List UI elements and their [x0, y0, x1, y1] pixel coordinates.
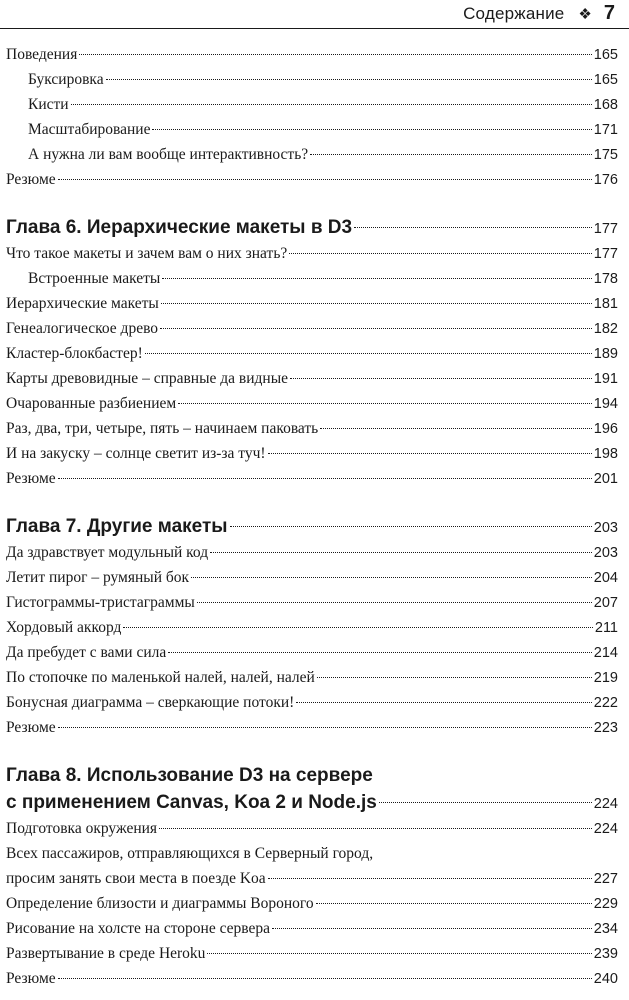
section-gap — [6, 192, 618, 214]
dot-leader — [178, 403, 592, 404]
entry-label: Летит пирог – румяный бок — [6, 569, 190, 586]
dot-leader — [58, 727, 592, 728]
entry-label-line: Всех пассажиров, отправляющихся в Серверный город, — [6, 845, 374, 862]
dot-leader — [317, 677, 592, 678]
toc-entry[interactable] — [6, 67, 618, 92]
toc-entry[interactable] — [6, 266, 618, 291]
entry-label: Встроенные макеты — [28, 270, 161, 287]
entry-label: Буксировка — [28, 71, 104, 88]
toc-entry[interactable] — [6, 366, 618, 391]
dot-leader — [197, 602, 592, 603]
page-number-ref: 203 — [593, 545, 618, 561]
dot-leader — [162, 278, 591, 279]
entry-label: Бонусная диаграмма – сверкающие потоки! — [6, 694, 295, 711]
entry-label: Рисование на холсте на стороне сервера — [6, 920, 271, 937]
entry-label: Карты древовидные – справные да видные — [6, 370, 289, 387]
toc-entry[interactable] — [6, 891, 618, 916]
entry-label: Да пребудет с вами сила — [6, 644, 167, 661]
dot-leader — [268, 878, 592, 879]
dot-leader — [272, 928, 592, 929]
page-number-ref: 203 — [593, 520, 618, 536]
entry-label: Резюме — [6, 470, 56, 487]
toc-entry[interactable] — [6, 142, 618, 167]
entry-label: Очарованные разбиением — [6, 395, 177, 412]
entry-label: Иерархические макеты — [6, 295, 159, 312]
page-number-ref: 177 — [593, 246, 618, 262]
page-number-ref: 177 — [593, 221, 618, 237]
toc-entry[interactable] — [6, 117, 618, 142]
page-number-ref: 211 — [594, 620, 618, 636]
page-number-ref: 176 — [593, 172, 618, 188]
section-gap — [6, 740, 618, 762]
toc-entry[interactable] — [6, 241, 618, 266]
entry-label: Подготовка окружения — [6, 820, 158, 837]
page-number-ref: 191 — [593, 371, 618, 387]
page-number-ref: 175 — [593, 147, 618, 163]
entry-label: Кластер-блокбастер! — [6, 345, 143, 362]
ornament-icon: ❖ — [578, 6, 592, 23]
entry-label: просим занять свои места в поезде Koa — [6, 870, 266, 887]
dot-leader — [58, 478, 592, 479]
dot-leader — [354, 227, 592, 228]
entry-label: Хордовый аккорд — [6, 619, 122, 636]
chapter-heading-row[interactable] — [6, 513, 618, 540]
section-gap — [6, 491, 618, 513]
toc-entry[interactable] — [6, 341, 618, 366]
entry-label: Раз, два, три, четыре, пять – начинаем паковать — [6, 420, 319, 437]
page-number-ref: 189 — [593, 346, 618, 362]
page-number-ref: 239 — [593, 946, 618, 962]
toc-entry[interactable] — [6, 466, 618, 491]
dot-leader — [289, 253, 592, 254]
entry-label: А нужна ли вам вообще интерактивность? — [28, 146, 309, 163]
chapter-heading — [6, 762, 618, 816]
toc-entry[interactable] — [6, 316, 618, 341]
entry-label: Поведения — [6, 46, 78, 63]
toc-entry[interactable] — [6, 416, 618, 441]
page-number-ref: 182 — [593, 321, 618, 337]
toc-entry[interactable] — [6, 167, 618, 192]
chapter-heading-row[interactable] — [6, 214, 618, 241]
dot-leader — [160, 328, 592, 329]
chapter-title: Глава 7. Другие макеты — [6, 516, 228, 537]
toc-entry[interactable] — [6, 640, 618, 665]
entry-label: Что такое макеты и зачем вам о них знать? — [6, 245, 288, 262]
entry-label: Гистограммы-тристаграммы — [6, 594, 195, 611]
page-number-ref: 198 — [593, 446, 618, 462]
chapter-title: с применением Canvas, Koa 2 и Node.js — [6, 792, 377, 813]
toc-entry[interactable] — [6, 966, 618, 991]
dot-leader — [296, 702, 591, 703]
toc-entry[interactable] — [6, 715, 618, 740]
dot-leader — [58, 978, 592, 979]
page-number-ref: 227 — [593, 871, 618, 887]
dot-leader — [268, 453, 592, 454]
toc-entry[interactable] — [6, 941, 618, 966]
toc-entry[interactable] — [6, 816, 618, 841]
dot-leader — [290, 378, 592, 379]
dot-leader — [379, 802, 592, 803]
dot-leader — [230, 526, 592, 527]
toc-entry[interactable] — [6, 441, 618, 466]
page-number-ref: 214 — [593, 645, 618, 661]
toc-entry[interactable] — [6, 92, 618, 117]
page-number-ref: 165 — [593, 72, 618, 88]
header-title: Содержание — [463, 4, 565, 23]
page-number-ref: 219 — [593, 670, 618, 686]
entry-label: Резюме — [6, 719, 56, 736]
toc-entry[interactable] — [6, 42, 618, 67]
dot-leader — [168, 652, 592, 653]
page-number-ref: 240 — [593, 971, 618, 987]
page-number-ref: 224 — [593, 821, 618, 837]
page-number-ref: 224 — [593, 796, 618, 812]
page-number-ref: 223 — [593, 720, 618, 736]
toc-entry[interactable] — [6, 540, 618, 565]
toc-entry[interactable] — [6, 690, 618, 715]
dot-leader — [210, 552, 592, 553]
dot-leader — [191, 577, 592, 578]
toc-entry[interactable] — [6, 590, 618, 615]
header-content — [463, 2, 615, 25]
dot-leader — [58, 179, 592, 180]
toc-entry[interactable] — [6, 291, 618, 316]
toc-entry[interactable] — [6, 916, 618, 941]
dot-leader — [152, 129, 591, 130]
entry-label: Кисти — [28, 96, 69, 113]
entry-label: Резюме — [6, 970, 56, 987]
chapter-heading-row[interactable] — [6, 789, 618, 816]
page-number-ref: 196 — [593, 421, 618, 437]
table-of-contents — [6, 42, 618, 991]
entry-label: Развертывание в среде Heroku — [6, 945, 206, 962]
chapter-title-line: Глава 8. Использование D3 на сервере — [6, 765, 373, 786]
dot-leader — [106, 79, 592, 80]
entry-label: Резюме — [6, 171, 56, 188]
page-number-ref: 234 — [593, 921, 618, 937]
page-number-ref: 207 — [593, 595, 618, 611]
chapter-heading — [6, 214, 618, 241]
page-number-ref: 181 — [593, 296, 618, 312]
chapter-title: Глава 6. Иерархические макеты в D3 — [6, 217, 353, 238]
page-number-ref: 171 — [593, 122, 618, 138]
page-number: 7 — [603, 2, 615, 24]
page-number-ref: 165 — [593, 47, 618, 63]
entry-label: И на закуску – солнце светит из-за туч! — [6, 445, 266, 462]
entry-label: Масштабирование — [28, 121, 151, 138]
entry-label: Да здравствует модульный код — [6, 544, 209, 561]
page-number-ref: 194 — [593, 396, 618, 412]
dot-leader — [123, 627, 592, 628]
dot-leader — [79, 54, 591, 55]
toc-entry[interactable] — [6, 665, 618, 690]
toc-entry[interactable] — [6, 391, 618, 416]
entry-label: Определение близости и диаграммы Вороного — [6, 895, 314, 912]
chapter-heading — [6, 513, 618, 540]
page-number-ref: 201 — [593, 471, 618, 487]
toc-entry[interactable] — [6, 866, 618, 891]
page-number-ref: 178 — [593, 271, 618, 287]
entry-label: Генеалогическое древо — [6, 320, 159, 337]
page-number-ref: 204 — [593, 570, 618, 586]
dot-leader — [310, 154, 592, 155]
page-header — [0, 0, 629, 29]
toc-entry[interactable] — [6, 565, 618, 590]
entry-label: По стопочке по маленькой налей, налей, налей — [6, 669, 315, 686]
page-number-ref: 222 — [593, 695, 618, 711]
dot-leader — [316, 903, 592, 904]
dot-leader — [159, 828, 592, 829]
dot-leader — [320, 428, 592, 429]
dot-leader — [161, 303, 592, 304]
dot-leader — [207, 953, 591, 954]
dot-leader — [71, 104, 592, 105]
toc-entry[interactable] — [6, 615, 618, 640]
page-number-ref: 168 — [593, 97, 618, 113]
page-number-ref: 229 — [593, 896, 618, 912]
dot-leader — [145, 353, 592, 354]
